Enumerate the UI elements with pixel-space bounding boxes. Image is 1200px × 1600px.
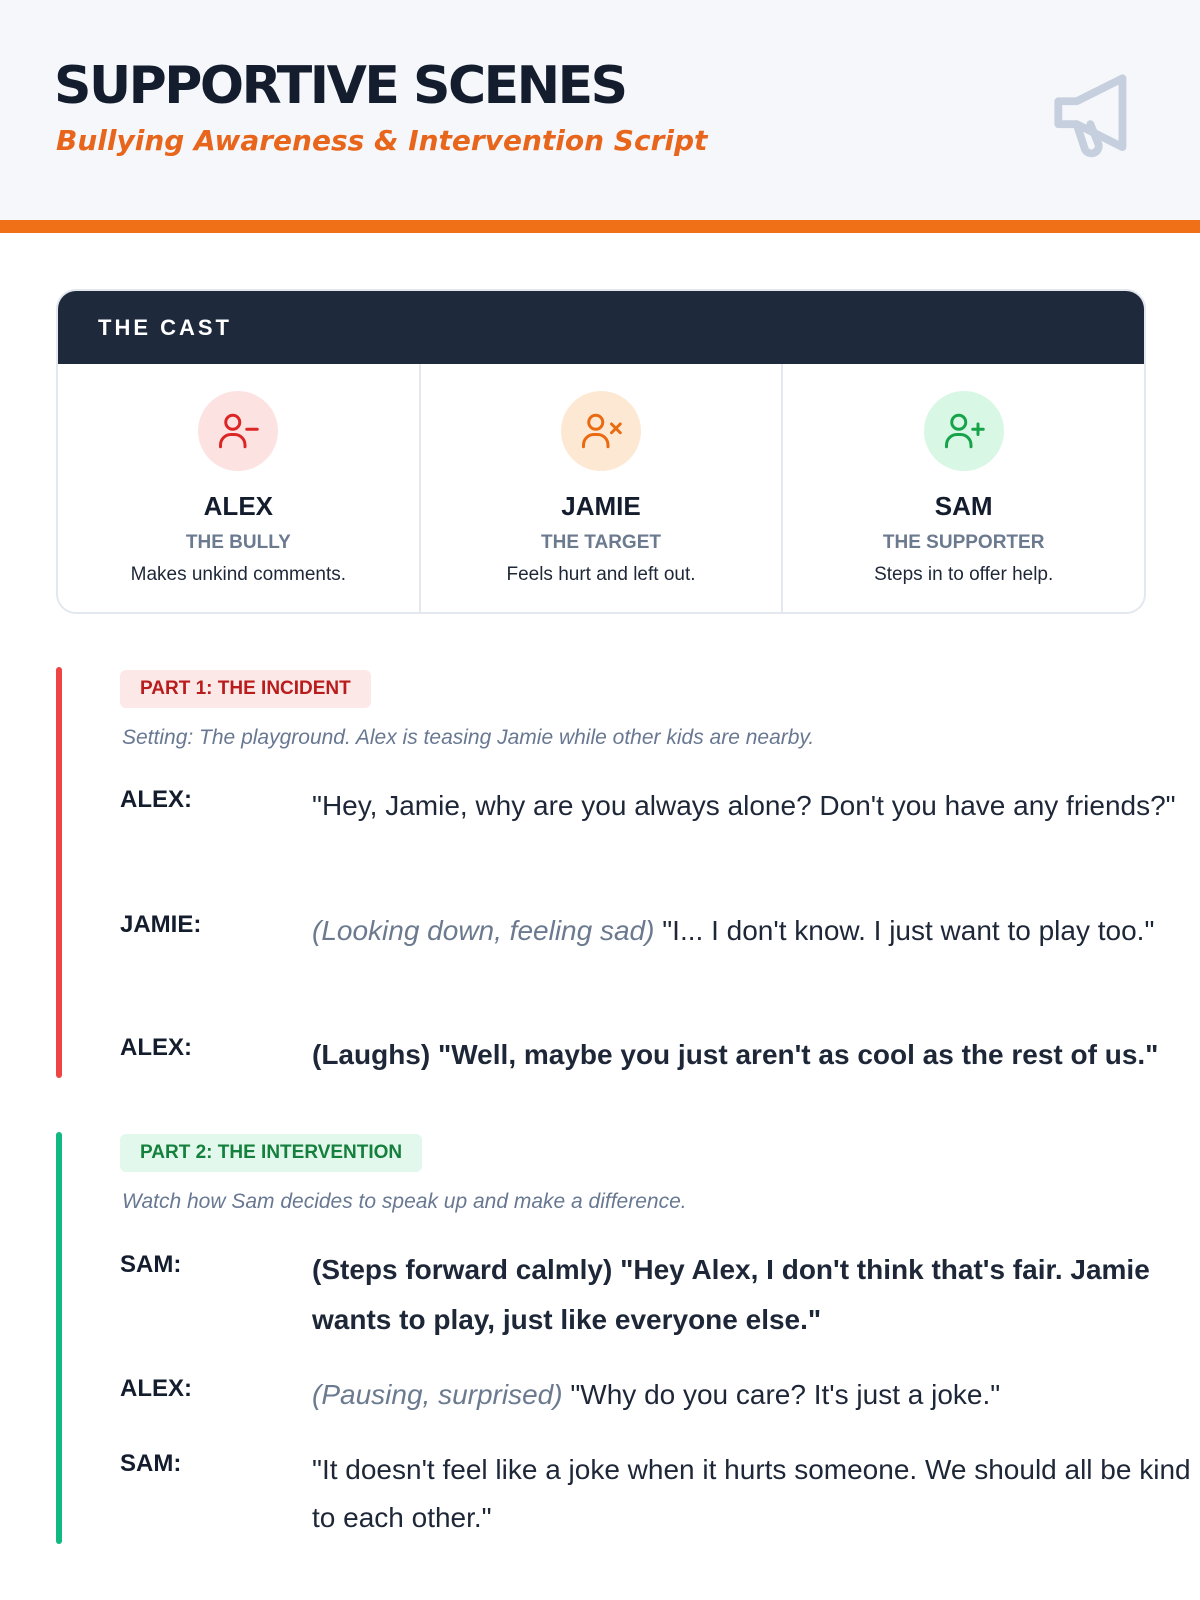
cast-card [56, 289, 1146, 614]
script-line [120, 1371, 1190, 1425]
scene-setting: Watch how Sam decides to speak up and make a difference. [122, 1190, 687, 1213]
avatar [924, 391, 1004, 471]
speaker: ALEX: [120, 1034, 192, 1061]
section-rule [56, 1132, 62, 1544]
avatar [198, 391, 278, 471]
avatar [561, 391, 641, 471]
part-badge: PART 1: THE INCIDENT [120, 670, 371, 708]
megaphone-icon [1040, 60, 1150, 170]
cast-member-jamie [421, 364, 784, 614]
cast-name: SAM [934, 491, 993, 521]
user-x-icon [580, 410, 622, 452]
speaker: ALEX: [120, 1375, 192, 1402]
dialogue-wrap [312, 907, 1200, 955]
stage-direction: (Pausing, surprised) [312, 1379, 563, 1410]
scene-setting: Setting: The playground. Alex is teasing Jamie while other kids are nearby. [122, 726, 815, 749]
cast-role: THE TARGET [541, 532, 661, 553]
dialogue: "Why do you care? It's just a joke." [570, 1379, 1001, 1410]
user-minus-icon [217, 410, 259, 452]
part-badge: PART 2: THE INTERVENTION [120, 1134, 422, 1172]
part-intervention [56, 1132, 1191, 1547]
dialogue: "Hey, Jamie, why are you always alone? Don't you have any friends?" [312, 790, 1176, 821]
header [0, 0, 1200, 220]
cast-role: THE BULLY [185, 532, 291, 553]
cast-description: Feels hurt and left out. [506, 564, 696, 585]
script-line [120, 1446, 1190, 1546]
speaker: ALEX: [120, 786, 192, 813]
cast-heading: THE CAST [98, 314, 232, 340]
speaker: SAM: [120, 1450, 182, 1477]
script-line [120, 782, 1190, 892]
user-plus-icon [943, 410, 985, 452]
cast-name: JAMIE [561, 491, 641, 521]
dialogue-wrap [312, 1371, 1200, 1419]
cast-member-sam [783, 364, 1144, 614]
cast-description: Steps in to offer help. [874, 564, 1054, 585]
page-title: SUPPORTIVE SCENES [54, 56, 626, 116]
cast-name: ALEX [203, 491, 273, 521]
header-accent-bar [0, 220, 1200, 233]
section-rule [56, 667, 62, 1078]
cast-header [58, 291, 1144, 364]
stage-direction: (Looking down, feeling sad) [312, 915, 655, 946]
dialogue: "I... I don't know. I just want to play too." [662, 915, 1155, 946]
cast-role: THE SUPPORTER [882, 532, 1045, 553]
script-line [120, 907, 1190, 1017]
cast-member-alex [58, 364, 421, 614]
cast-description: Makes unkind comments. [130, 564, 347, 585]
dialogue: (Laughs) "Well, maybe you just aren't as cool as the rest of us." [312, 1039, 1159, 1070]
part-incident [56, 667, 1176, 1082]
page-subtitle: Bullying Awareness & Intervention Script [56, 124, 708, 157]
script-line [120, 1030, 1190, 1084]
script-line [120, 1245, 1190, 1355]
speaker: JAMIE: [120, 911, 202, 938]
dialogue: (Steps forward calmly) "Hey Alex, I don't think that's fair. Jamie wants to play, just like everyone else." [312, 1254, 1150, 1335]
dialogue: "It doesn't feel like a joke when it hurts someone. We should all be kind to each other." [312, 1454, 1191, 1533]
speaker: SAM: [120, 1251, 182, 1278]
